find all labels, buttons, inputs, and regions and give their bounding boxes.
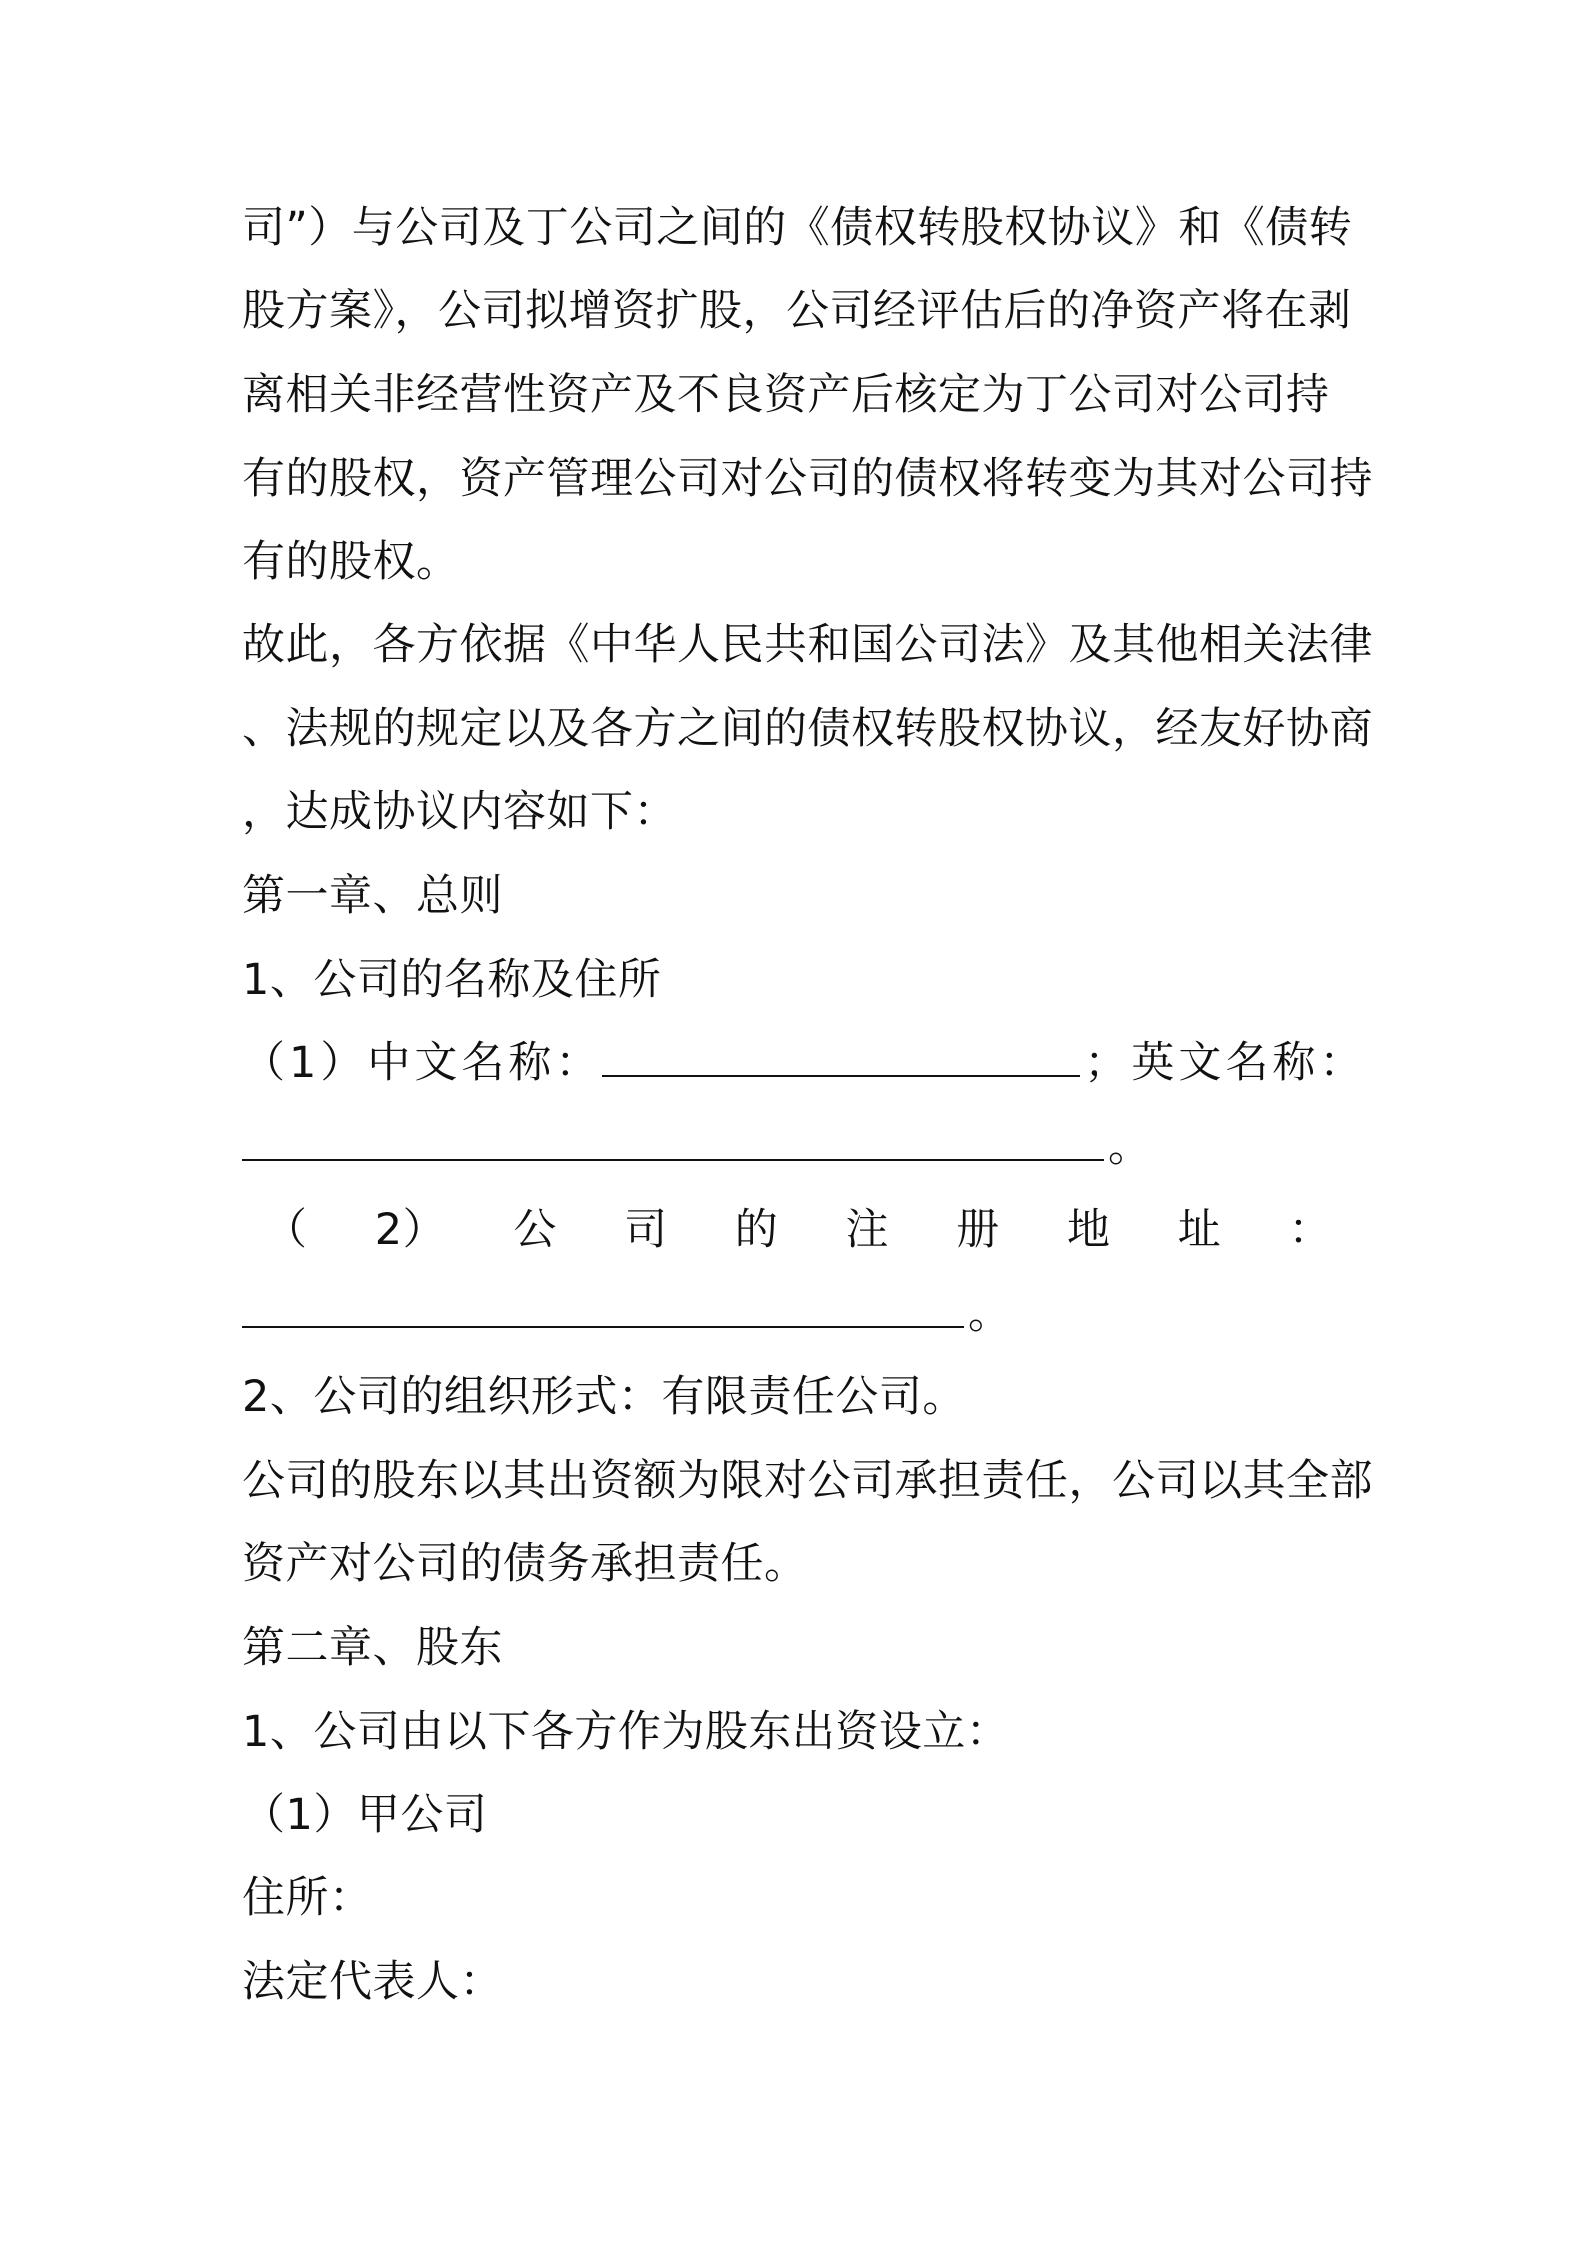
chinese-name-label: （1）中文名称：	[242, 1038, 603, 1088]
article-heading: 1、公司的名称及住所	[242, 955, 662, 1005]
address-char: （	[264, 1205, 308, 1255]
paragraph-line: 有的股权。	[242, 537, 460, 587]
paragraph-line: 离相关非经营性资产及不良资产后核定为丁公司对公司持	[242, 370, 1330, 420]
party-heading: （1）甲公司	[242, 1790, 488, 1840]
address-char: 2）	[374, 1205, 447, 1255]
paragraph-line: 故此，各方依据《中华人民共和国公司法》及其他相关法律	[242, 620, 1373, 670]
legal-representative-label: 法定代表人：	[242, 1957, 503, 2007]
paragraph-line: ，达成协议内容如下：	[242, 787, 677, 837]
paragraph-line: 股方案》，公司拟增资扩股，公司经评估后的净资产将在剥	[242, 286, 1352, 336]
paragraph-line: 有的股权，资产管理公司对公司的债权将转变为其对公司持	[242, 454, 1373, 504]
chapter-heading: 第二章、股东	[242, 1623, 503, 1673]
address-label: 住所：	[242, 1873, 373, 1923]
end-mark: 。	[968, 1289, 1012, 1339]
address-line	[242, 1284, 1354, 1344]
address-char: 址	[1177, 1205, 1222, 1255]
english-name-blank	[242, 1117, 1104, 1161]
english-name-label: ；英文名称：	[1084, 1038, 1367, 1088]
chapter-heading: 第一章、总则	[242, 871, 503, 921]
paragraph-line: 司”）与公司及丁公司之间的《债权转股权协议》和《债转	[242, 203, 1353, 253]
address-clause	[242, 1200, 1332, 1260]
chinese-name-blank	[602, 1033, 1080, 1077]
article-heading: 2、公司的组织形式：有限责任公司。	[242, 1372, 966, 1422]
address-char: 的	[734, 1205, 779, 1255]
address-blank	[242, 1284, 964, 1328]
name-clause	[242, 1033, 1367, 1093]
english-name-line	[242, 1117, 1354, 1177]
address-char: 册	[956, 1205, 1000, 1255]
end-mark: 。	[1108, 1122, 1152, 1172]
address-char: 注	[845, 1205, 890, 1255]
paragraph-line: 资产对公司的债务承担责任。	[242, 1539, 808, 1589]
address-char: ：	[1288, 1205, 1332, 1255]
address-char: 公	[513, 1205, 557, 1255]
article-heading: 1、公司由以下各方作为股东出资设立：	[242, 1707, 1010, 1757]
paragraph-line: 、法规的规定以及各方之间的债权转股权协议，经友好协商	[242, 704, 1373, 754]
address-char: 司	[624, 1205, 668, 1255]
paragraph-line: 公司的股东以其出资额为限对公司承担责任，公司以其全部	[242, 1456, 1373, 1506]
address-char: 地	[1067, 1205, 1111, 1255]
